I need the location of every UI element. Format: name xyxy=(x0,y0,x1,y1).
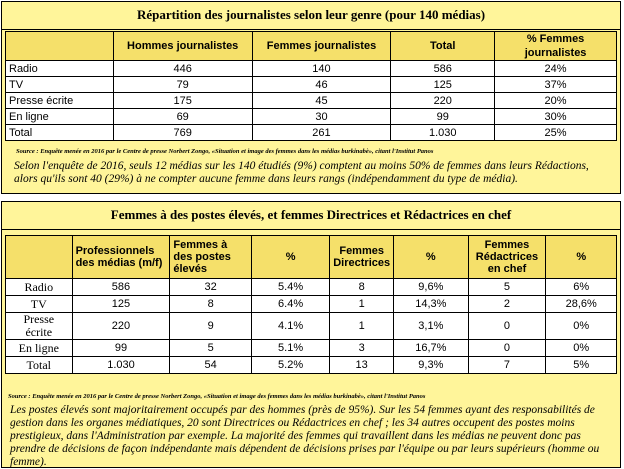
row-label: Presse écrite xyxy=(6,313,73,340)
cell: 0% xyxy=(546,313,617,340)
cell: 5 xyxy=(170,340,252,357)
cell: 79 xyxy=(113,77,252,93)
table1-header-total: Total xyxy=(391,32,495,61)
cell: 99 xyxy=(391,109,495,125)
senior-positions-table xyxy=(5,235,617,374)
cell: 54 xyxy=(170,357,252,374)
table-row xyxy=(6,93,617,109)
cell: 2 xyxy=(468,296,546,313)
cell: 1.030 xyxy=(72,357,170,374)
row-label: En ligne xyxy=(6,109,114,125)
cell: 7 xyxy=(468,357,546,374)
cell: 30% xyxy=(495,109,617,125)
table2-header-senior-women: Femmes à des postes élevés xyxy=(170,236,252,279)
row-label: TV xyxy=(6,77,114,93)
cell: 9,6% xyxy=(394,279,468,296)
table1-header-women: Femmes journalistes xyxy=(252,32,391,61)
table1-header-corner xyxy=(6,32,114,61)
table-row xyxy=(6,296,617,313)
cell: 5.4% xyxy=(251,279,329,296)
cell: 32 xyxy=(170,279,252,296)
cell: 28,6% xyxy=(546,296,617,313)
cell: 25% xyxy=(495,125,617,141)
cell: 6% xyxy=(546,279,617,296)
cell: 220 xyxy=(72,313,170,340)
cell: 0 xyxy=(468,340,546,357)
row-label: Total xyxy=(6,125,114,141)
table-row xyxy=(6,125,617,141)
cell: 20% xyxy=(495,93,617,109)
cell: 46 xyxy=(252,77,391,93)
cell: 45 xyxy=(252,93,391,109)
cell: 5.1% xyxy=(251,340,329,357)
cell: 16,7% xyxy=(394,340,468,357)
cell: 586 xyxy=(391,61,495,77)
cell: 140 xyxy=(252,61,391,77)
cell: 3,1% xyxy=(394,313,468,340)
table2-title: Femmes à des postes élevés, et femmes Directrices et Rédactrices en chef xyxy=(2,202,620,230)
cell: 99 xyxy=(72,340,170,357)
cell: 3 xyxy=(330,340,394,357)
cell: 37% xyxy=(495,77,617,93)
table1-header-men: Hommes journalistes xyxy=(113,32,252,61)
cell: 0% xyxy=(546,340,617,357)
table-row xyxy=(6,77,617,93)
table2-header-pct: % xyxy=(394,236,468,279)
table2-header-pct: % xyxy=(251,236,329,279)
cell: 125 xyxy=(391,77,495,93)
cell: 69 xyxy=(113,109,252,125)
cell: 6.4% xyxy=(251,296,329,313)
gender-distribution-panel xyxy=(1,1,621,194)
cell: 125 xyxy=(72,296,170,313)
cell: 261 xyxy=(252,125,391,141)
cell: 8 xyxy=(170,296,252,313)
table2-header-editors: Femmes Rédactrices en chef xyxy=(468,236,546,279)
table-row xyxy=(6,340,617,357)
cell: 586 xyxy=(72,279,170,296)
cell: 5% xyxy=(546,357,617,374)
table-row xyxy=(6,357,617,374)
table2-header-row xyxy=(6,236,617,279)
table-row xyxy=(6,279,617,296)
table1-paragraph: Selon l'enquête de 2016, seuls 12 médias sur les 140 étudiés (9%) comptent au moins 50% de femmes dans leurs Rédactions, alors qu'ils sont 40 (29%) à ne compter aucune femme dans leurs rangs (indépendamment du type de média). xyxy=(14,160,589,185)
table2-header-professionals: Professionnels des médias (m/f) xyxy=(72,236,170,279)
cell: 0 xyxy=(468,313,546,340)
table1-title: Répartition des journalistes selon leur genre (pour 140 médias) xyxy=(2,2,620,30)
table2-header-corner xyxy=(6,236,73,279)
cell: 30 xyxy=(252,109,391,125)
table1-source: Source : Enquête menée en 2016 par le Centre de presse Norbert Zongo, «Situation et image des femmes dans les médias burkinabè», citant l'Institut Panos xyxy=(16,148,434,155)
row-label: Radio xyxy=(6,61,114,77)
table2-header-directors: Femmes Directrices xyxy=(330,236,394,279)
table2-source: Source : Enquête menée en 2016 par le Centre de presse Norbert Zongo, «Situation et image des femmes dans les médias burkinabè», citant l'Institut Panos xyxy=(8,393,426,400)
table1-header-row xyxy=(6,32,617,61)
cell: 175 xyxy=(113,93,252,109)
cell: 5 xyxy=(468,279,546,296)
row-label: En ligne xyxy=(6,340,73,357)
gender-distribution-table xyxy=(5,31,617,141)
table-row xyxy=(6,109,617,125)
table-row xyxy=(6,61,617,77)
row-label: Presse écrite xyxy=(6,93,114,109)
cell: 769 xyxy=(113,125,252,141)
table2-header-pct: % xyxy=(546,236,617,279)
senior-positions-panel xyxy=(1,201,621,468)
cell: 13 xyxy=(330,357,394,374)
row-label: Total xyxy=(6,357,73,374)
table1-header-pct-women: % Femmes journalistes xyxy=(495,32,617,61)
cell: 5.2% xyxy=(251,357,329,374)
table2-paragraph: Les postes élevés sont majoritairement occupés par des hommes (près de 95%). Sur les 54 femmes ayant des responsabilités de gestion dans les organes médiatiques, 20 sont Directrices ou Rédactrices en chef ; les 34 autres occupent des postes moins prestigieux, dans l'Administration par exemple. La majorité des femmes qui travaillent dans les médias ne peuvent donc pas prendre de décisions de façon indépendante mais dépendent de décisions prises par l'équipe ou par leurs supérieurs (homme ou femme). xyxy=(10,404,600,468)
cell: 24% xyxy=(495,61,617,77)
cell: 9,3% xyxy=(394,357,468,374)
cell: 4.1% xyxy=(251,313,329,340)
cell: 446 xyxy=(113,61,252,77)
cell: 14,3% xyxy=(394,296,468,313)
cell: 9 xyxy=(170,313,252,340)
cell: 1.030 xyxy=(391,125,495,141)
cell: 1 xyxy=(330,296,394,313)
cell: 220 xyxy=(391,93,495,109)
cell: 8 xyxy=(330,279,394,296)
row-label: Radio xyxy=(6,279,73,296)
row-label: TV xyxy=(6,296,73,313)
table-row xyxy=(6,313,617,340)
cell: 1 xyxy=(330,313,394,340)
